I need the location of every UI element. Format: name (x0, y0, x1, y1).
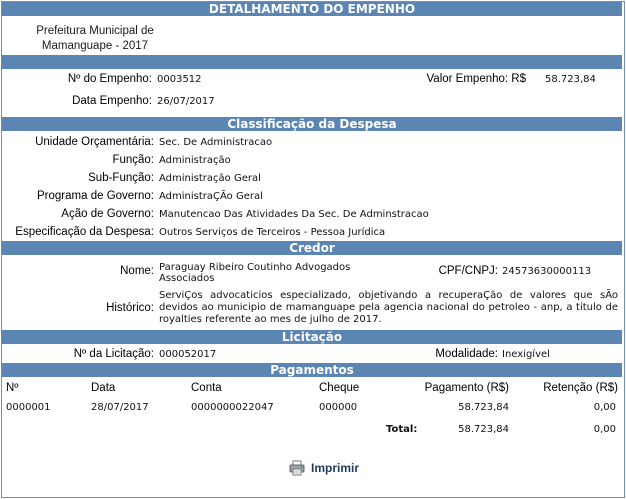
col-header-cheque: Cheque (319, 382, 360, 394)
credor-name-label: Nome: (120, 265, 154, 277)
col-header-pagamento: Pagamento (R$) (424, 382, 509, 394)
cpf-cnpj-value: 24573630000113 (502, 266, 592, 277)
especificacao-despesa-label: Especificação da Despesa: (15, 226, 154, 238)
empenho-number-label: Nº do Empenho: (67, 73, 152, 85)
total-retencao: 0,00 (593, 424, 616, 435)
credor-name-value (159, 262, 350, 284)
credor-name-line1: Paraguay Ribeiro Coutinho Advogados (159, 262, 351, 273)
empenho-number-value: 0003512 (157, 74, 202, 85)
municipality-name (32, 24, 158, 54)
section-header-classificacao: Classificação da Despesa (2, 117, 622, 131)
licitacao-number-value: 000052017 (159, 349, 217, 360)
cpf-cnpj-label: CPF/CNPJ: (438, 265, 498, 277)
row-retencao: 0,00 (593, 402, 616, 413)
total-label: Total: (386, 424, 418, 435)
modalidade-value: Inexigível (502, 349, 550, 360)
especificacao-despesa-value: Outros Serviços de Terceiros - Pessoa Jurídica (159, 227, 386, 238)
unidade-orcamentaria-value: Sec. De Administracao (159, 137, 273, 148)
subfuncao-value: Administração Geral (159, 173, 261, 184)
section-header-pagamentos: Pagamentos (2, 363, 622, 377)
col-header-data: Data (91, 382, 116, 394)
acao-governo-value: Manutencao Das Atividades Da Sec. De Adminstracao (159, 209, 429, 220)
row-data: 28/07/2017 (91, 402, 149, 413)
credor-name-line2: Associados (159, 273, 215, 284)
licitacao-number-label: Nº da Licitação: (73, 348, 154, 360)
col-header-conta: Conta (191, 382, 222, 394)
historico-value: ServiÇos advocaticios especializado, objetivando a recuperaÇão de valores que sÃo devidos ao municipio de mamanguape pela agencia nacional do petroleo - anp, a titulo de royalties referente ao mes de julho de 2017. (159, 290, 618, 325)
subfuncao-label: Sub-Função: (88, 172, 154, 184)
printer-icon (289, 460, 305, 476)
total-pagamento: 58.723,84 (458, 424, 509, 435)
funcao-value: Administração (159, 155, 231, 166)
empenho-value-label: Valor Empenho: R$ (426, 73, 526, 85)
print-label[interactable]: Imprimir (311, 461, 360, 475)
page-title: DETALHAMENTO DO EMPENHO (2, 2, 622, 16)
acao-governo-label: Ação de Governo: (61, 208, 154, 220)
row-pagamento: 58.723,84 (458, 402, 509, 413)
row-conta: 0000000022047 (191, 402, 274, 413)
row-numero: 0000001 (6, 402, 51, 413)
empenho-value: 58.723,84 (545, 74, 596, 85)
programa-governo-value: AdministraÇÃo Geral (159, 191, 263, 202)
empenho-date-value: 26/07/2017 (157, 96, 215, 107)
unidade-orcamentaria-label: Unidade Orçamentária: (35, 136, 154, 148)
municipality-line2: Mamanguape - 2017 (41, 40, 149, 52)
col-header-numero: Nº (6, 382, 19, 394)
section-header-credor: Credor (2, 241, 622, 255)
programa-governo-label: Programa de Governo: (37, 190, 154, 202)
modalidade-label: Modalidade: (435, 348, 498, 360)
municipality-line1: Prefeitura Municipal de (36, 25, 154, 37)
section-header-licitacao: Licitação (2, 330, 622, 344)
print-button[interactable] (289, 459, 359, 477)
row-cheque: 000000 (319, 402, 358, 413)
empenho-date-label: Data Empenho: (72, 95, 152, 107)
historico-label: Histórico: (106, 302, 154, 314)
col-header-retencao: Retenção (R$) (543, 382, 618, 394)
separator-bar (2, 55, 622, 69)
funcao-label: Função: (112, 154, 154, 166)
